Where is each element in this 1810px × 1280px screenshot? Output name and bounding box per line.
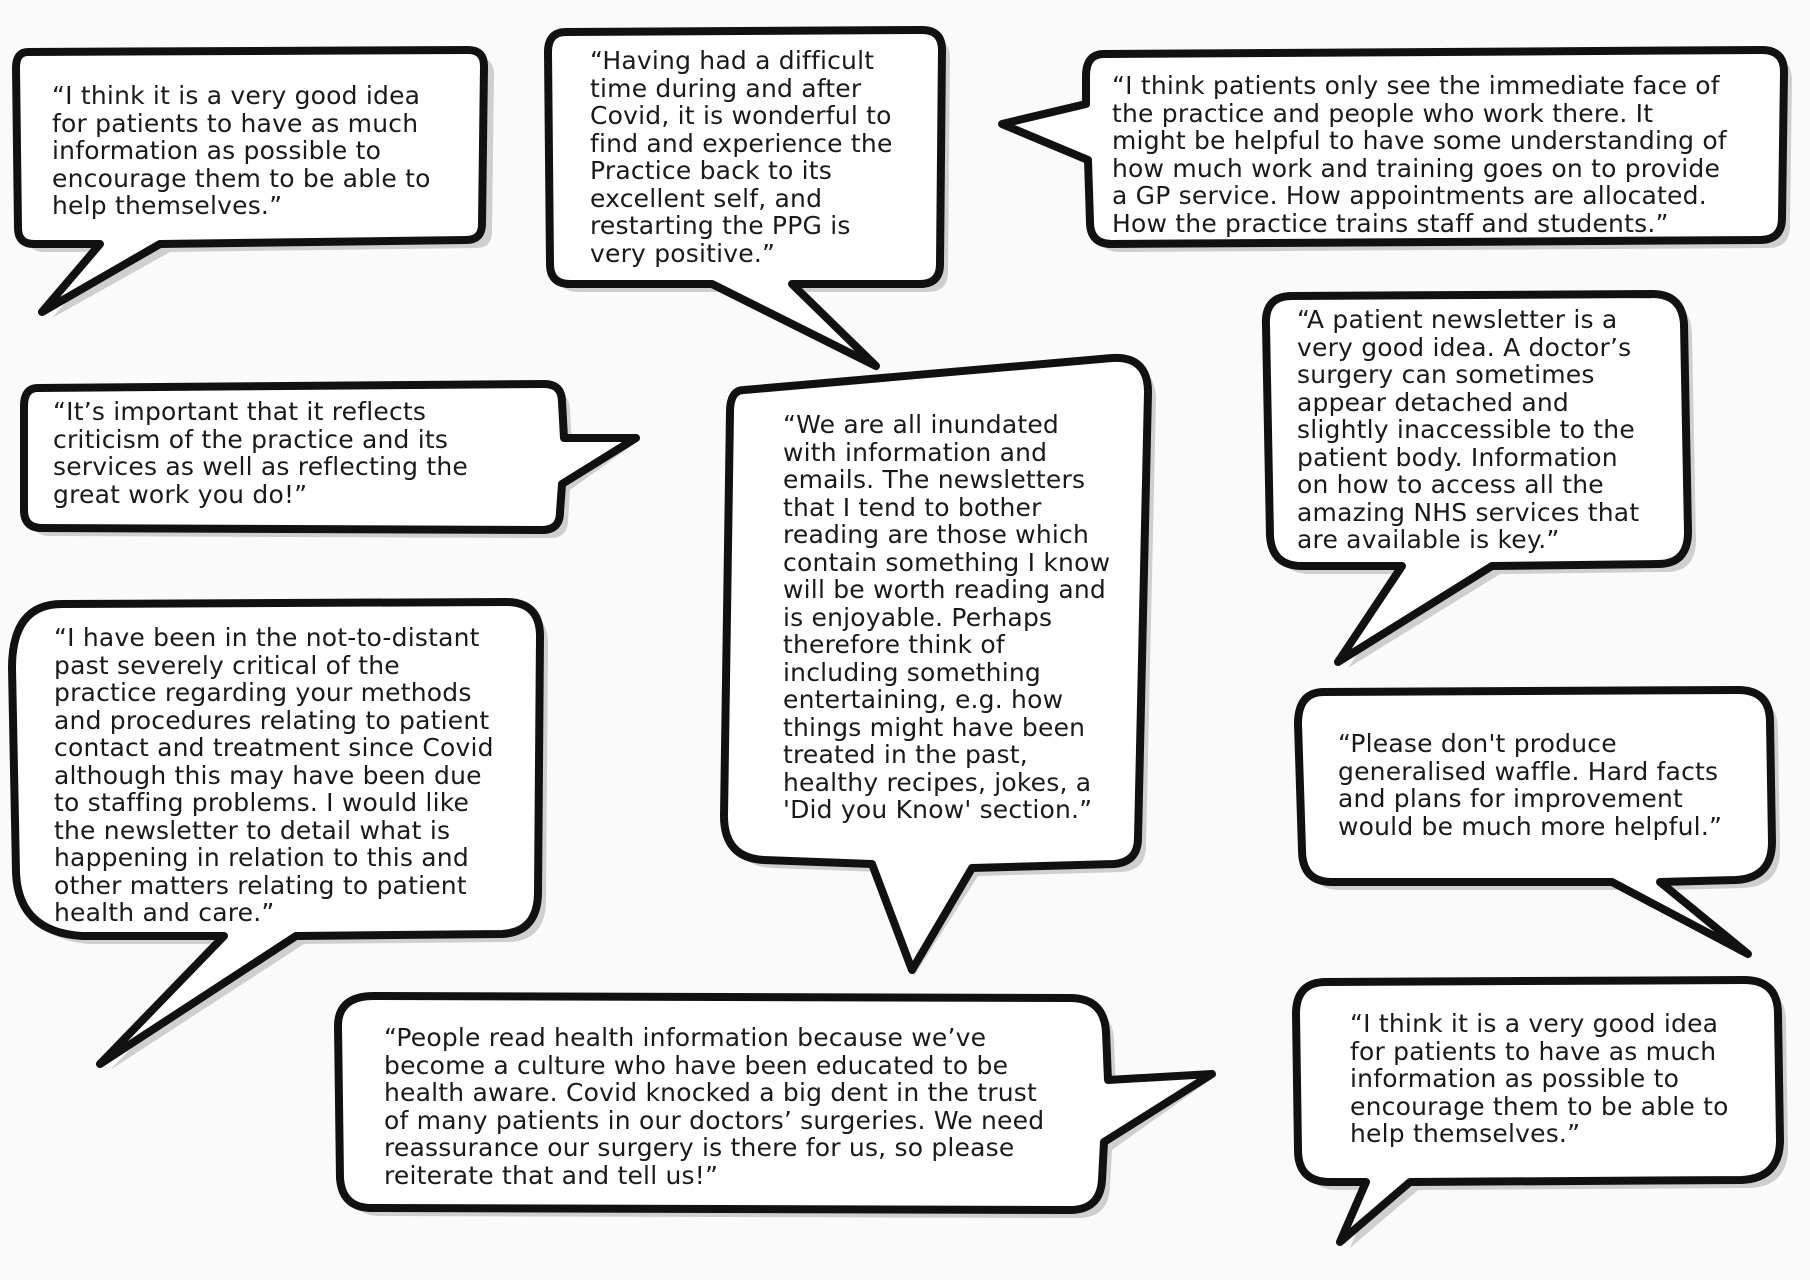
quote-text-3: “I think patients only see the immediate face of the practice and people who work there. It might be helpful to have some understanding of how much work and training goes on to provide a GP service. How appointments are allocated. How the practice trains staff and students.” xyxy=(1112,71,1727,238)
quote-text-7: “I have been in the not-to-distant past severely critical of the practice regarding your methods and procedures relating to patient contact and treatment since Covid although this may have been due to staffing problems. I would like the newsletter to detail what is happening in relation to this and other matters relating to patient health and care.” xyxy=(54,623,494,927)
quote-text-9: “People read health information because we’ve become a culture who have been educated to be health aware. Covid knocked a big dent in the trust of many patients in our doctors’ surgeries. We need reassurance our surgery is there for us, so please reiterate that and tell us!” xyxy=(384,1023,1045,1190)
quote-text-8: “Please don't produce generalised waffle. Hard facts and plans for improvement would be much more helpful.” xyxy=(1338,729,1723,841)
quote-text-1: “I think it is a very good idea for patients to have as much information as possible to encourage them to be able to help themselves.” xyxy=(52,81,431,220)
quote-text-4: “It’s important that it reflects criticism of the practice and its services as well as reflecting the great work you do!” xyxy=(53,397,468,509)
quote-text-10: “I think it is a very good idea for patients to have as much information as possible to encourage them to be able to help themselves.” xyxy=(1350,1009,1729,1148)
quote-text-5: “We are all inundated with information and emails. The newsletters that I tend to bother reading are those which contain something I know will be worth reading and is enjoyable. Perhaps therefore think of including something entertaining, e.g. how things might have been treated in the past, healthy recipes, jokes, a 'Did you Know' section.” xyxy=(783,410,1111,824)
quote-text-2: “Having had a difficult time during and after Covid, it is wonderful to find and experience the Practice back to its excellent self, and restarting the PPG is very positive.” xyxy=(590,46,893,268)
quote-text-6: “A patient newsletter is a very good idea. A doctor’s surgery can sometimes appear detached and slightly inaccessible to the patient body. Information on how to access all the amazing NHS services that are available is key.” xyxy=(1297,305,1640,554)
